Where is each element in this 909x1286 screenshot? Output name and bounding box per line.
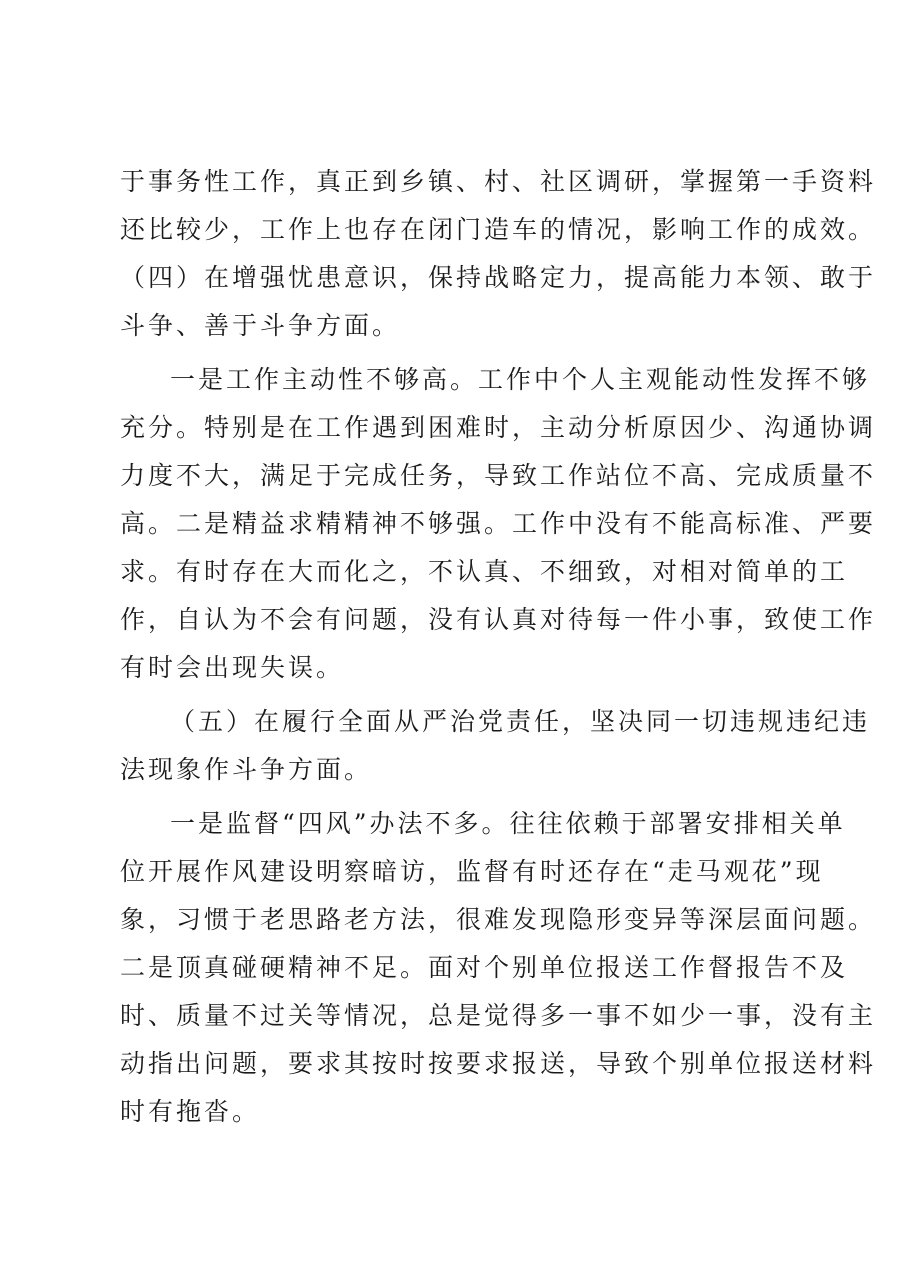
section-heading-4	[120, 254, 877, 350]
section-heading-5	[120, 698, 871, 794]
text-line: 时有拖沓。	[120, 1097, 261, 1126]
paragraph-section-5	[120, 800, 877, 1136]
text-line: 动指出问题，要求其按时按要求报送，导致个别单位报送材料	[120, 1049, 877, 1078]
text-line: 作，自认为不会有问题，没有认真对待每一件小事，致使工作	[120, 605, 877, 634]
text-line: （五）在履行全面从严治党责任，坚决同一切违规违纪违	[170, 707, 871, 736]
text-line: 斗争、善于斗争方面。	[120, 311, 401, 340]
text-line: 还比较少，工作上也存在闭门造车的情况，影响工作的成效。	[120, 215, 877, 244]
text-line: 高。二是精益求精精神不够强。工作中没有不能高标准、严要	[120, 509, 877, 538]
paragraph-continuation	[120, 158, 877, 254]
text-line: 一是监督“四风”办法不多。往往依赖于部署安排相关单	[170, 809, 846, 838]
text-line: 位开展作风建设明察暗访，监督有时还存在“走马观花”现	[120, 857, 824, 886]
text-line: 一是工作主动性不够高。工作中个人主观能动性发挥不够	[170, 365, 871, 394]
text-line: 二是顶真碰硬精神不足。面对个别单位报送工作督报告不及	[120, 953, 849, 982]
text-line: （四）在增强忧患意识，保持战略定力，提高能力本领、敢于	[120, 263, 877, 292]
text-line: 充分。特别是在工作遇到困难时，主动分析原因少、沟通协调	[120, 413, 877, 442]
text-line: 有时会出现失误。	[120, 653, 345, 682]
text-line: 象，习惯于老思路老方法，很难发现隐形变异等深层面问题。	[120, 905, 877, 934]
paragraph-section-4	[120, 356, 877, 692]
text-line: 力度不大，满足于完成任务，导致工作站位不高、完成质量不	[120, 461, 877, 490]
text-line: 于事务性工作，真正到乡镇、村、社区调研，掌握第一手资料	[120, 167, 877, 196]
text-line: 时、质量不过关等情况，总是觉得多一事不如少一事，没有主	[120, 1001, 877, 1030]
text-line: 法现象作斗争方面。	[120, 755, 373, 784]
document-page	[120, 158, 877, 1136]
text-line: 求。有时存在大而化之，不认真、不细致，对相对简单的工	[120, 557, 849, 586]
